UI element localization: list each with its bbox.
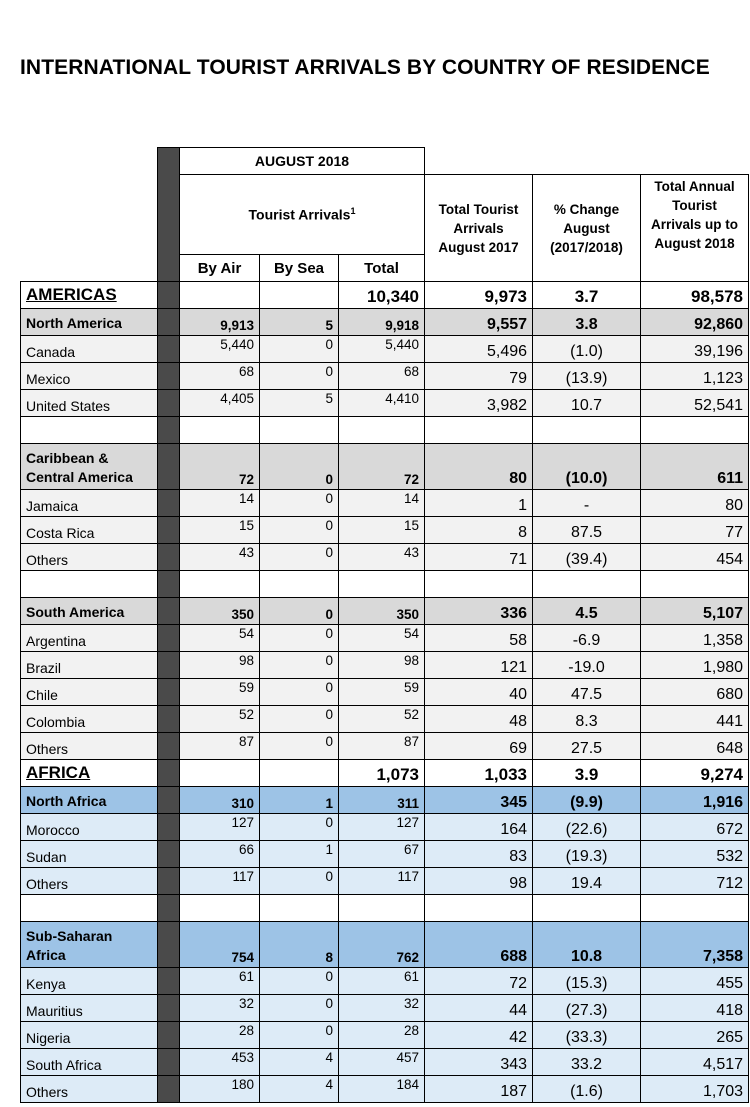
cell-annual: 672 [641, 814, 749, 841]
cell-by-sea: 0 [260, 868, 339, 895]
cell-by-sea: 1 [260, 841, 339, 868]
dark-spacer [158, 968, 180, 995]
header-row-arrivals [21, 175, 749, 255]
dark-spacer [158, 1022, 180, 1049]
table-row [21, 652, 749, 679]
row-label: Costa Rica [21, 517, 158, 544]
table-row [21, 679, 749, 706]
dark-spacer [158, 309, 180, 336]
cell-by-air: 66 [180, 841, 260, 868]
cell-pct-change: (1.6) [533, 1076, 641, 1103]
cell-by-air: 310 [180, 787, 260, 814]
cell-total: 98 [339, 652, 425, 679]
cell-by-air: 127 [180, 814, 260, 841]
header-blank [21, 175, 158, 255]
cell-total: 61 [339, 968, 425, 995]
dark-spacer [158, 336, 180, 363]
cell-by-sea [260, 760, 339, 787]
cell-by-air [180, 417, 260, 444]
cell-total: 350 [339, 598, 425, 625]
dark-spacer [158, 148, 180, 282]
cell-annual: 9,274 [641, 760, 749, 787]
cell-total-2017 [425, 895, 533, 922]
dark-spacer [158, 922, 180, 968]
table-row [21, 1076, 749, 1103]
cell-by-sea: 4 [260, 1076, 339, 1103]
cell-by-air: 5,440 [180, 336, 260, 363]
header-annual: Total Annual Tourist Arrivals up to August 2018 [641, 175, 749, 282]
cell-annual: 648 [641, 733, 749, 760]
row-label: United States [21, 390, 158, 417]
cell-by-air: 350 [180, 598, 260, 625]
cell-total: 52 [339, 706, 425, 733]
dark-spacer [158, 995, 180, 1022]
cell-total [339, 571, 425, 598]
cell-pct-change: 4.5 [533, 598, 641, 625]
cell-by-air: 54 [180, 625, 260, 652]
table-body [21, 148, 749, 1103]
cell-by-air: 14 [180, 490, 260, 517]
cell-by-sea: 8 [260, 922, 339, 968]
cell-annual: 455 [641, 968, 749, 995]
cell-by-air: 4,405 [180, 390, 260, 417]
cell-pct-change: 3.9 [533, 760, 641, 787]
cell-by-air: 59 [180, 679, 260, 706]
dark-spacer [158, 417, 180, 444]
dark-spacer [158, 444, 180, 490]
cell-total-2017: 71 [425, 544, 533, 571]
cell-total-2017: 48 [425, 706, 533, 733]
cell-by-sea: 0 [260, 995, 339, 1022]
cell-by-air: 754 [180, 922, 260, 968]
row-label: Kenya [21, 968, 158, 995]
cell-by-air: 15 [180, 517, 260, 544]
cell-annual: 92,860 [641, 309, 749, 336]
table-row [21, 706, 749, 733]
row-label: Chile [21, 679, 158, 706]
table-row [21, 995, 749, 1022]
header-blank [21, 255, 158, 282]
subtotal-row [21, 787, 749, 814]
cell-annual [641, 571, 749, 598]
cell-total: 127 [339, 814, 425, 841]
cell-by-sea: 0 [260, 1022, 339, 1049]
dark-spacer [158, 390, 180, 417]
cell-total-2017: 44 [425, 995, 533, 1022]
cell-by-sea: 5 [260, 309, 339, 336]
dark-spacer [158, 652, 180, 679]
row-label: Colombia [21, 706, 158, 733]
cell-pct-change: 10.8 [533, 922, 641, 968]
cell-by-sea [260, 895, 339, 922]
dark-spacer [158, 760, 180, 787]
row-label [21, 417, 158, 444]
cell-by-sea: 0 [260, 706, 339, 733]
cell-total-2017 [425, 571, 533, 598]
cell-total: 10,340 [339, 282, 425, 309]
cell-total: 87 [339, 733, 425, 760]
cell-annual: 418 [641, 995, 749, 1022]
cell-by-air: 43 [180, 544, 260, 571]
header-tourist-arrivals-label: Tourist Arrivals [248, 206, 351, 223]
row-label: Mauritius [21, 995, 158, 1022]
row-label: Brazil [21, 652, 158, 679]
cell-total: 311 [339, 787, 425, 814]
cell-by-sea: 5 [260, 390, 339, 417]
dark-spacer [158, 490, 180, 517]
cell-pct-change [533, 417, 641, 444]
cell-total-2017: 8 [425, 517, 533, 544]
subtotal-row [21, 309, 749, 336]
row-label: South America [21, 598, 158, 625]
cell-total-2017: 69 [425, 733, 533, 760]
cell-annual: 1,123 [641, 363, 749, 390]
cell-total: 5,440 [339, 336, 425, 363]
cell-annual: 77 [641, 517, 749, 544]
cell-by-air: 453 [180, 1049, 260, 1076]
cell-annual: 441 [641, 706, 749, 733]
cell-by-sea [260, 571, 339, 598]
cell-total: 184 [339, 1076, 425, 1103]
cell-pct-change: (10.0) [533, 444, 641, 490]
cell-by-sea: 0 [260, 652, 339, 679]
cell-total-2017: 98 [425, 868, 533, 895]
cell-total: 14 [339, 490, 425, 517]
dark-spacer [158, 787, 180, 814]
cell-annual: 1,980 [641, 652, 749, 679]
cell-pct-change: 33.2 [533, 1049, 641, 1076]
cell-total [339, 417, 425, 444]
cell-total: 117 [339, 868, 425, 895]
cell-by-air: 98 [180, 652, 260, 679]
cell-total: 68 [339, 363, 425, 390]
table-row [21, 841, 749, 868]
cell-annual: 454 [641, 544, 749, 571]
cell-total-2017: 1 [425, 490, 533, 517]
cell-annual: 80 [641, 490, 749, 517]
cell-total-2017: 164 [425, 814, 533, 841]
cell-by-air: 68 [180, 363, 260, 390]
table-row [21, 968, 749, 995]
row-label: Argentina [21, 625, 158, 652]
row-label [21, 571, 158, 598]
cell-total-2017: 72 [425, 968, 533, 995]
subtotal-row [21, 922, 749, 968]
cell-pct-change: - [533, 490, 641, 517]
dark-spacer [158, 1076, 180, 1103]
row-label: South Africa [21, 1049, 158, 1076]
cell-pct-change: 3.8 [533, 309, 641, 336]
header-by-sea: By Sea [260, 255, 339, 282]
cell-by-sea [260, 417, 339, 444]
cell-by-sea: 4 [260, 1049, 339, 1076]
cell-annual: 1,358 [641, 625, 749, 652]
cell-by-air: 61 [180, 968, 260, 995]
row-label: Others [21, 733, 158, 760]
cell-by-sea: 0 [260, 517, 339, 544]
cell-annual: 98,578 [641, 282, 749, 309]
table-row [21, 517, 749, 544]
header-row-period [21, 148, 749, 175]
cell-annual: 7,358 [641, 922, 749, 968]
header-blank [425, 148, 749, 175]
row-label: Mexico [21, 363, 158, 390]
dark-spacer [158, 571, 180, 598]
cell-pct-change: -19.0 [533, 652, 641, 679]
row-label: Others [21, 868, 158, 895]
footnote-mark: 1 [350, 206, 356, 217]
cell-total-2017: 58 [425, 625, 533, 652]
cell-by-air: 72 [180, 444, 260, 490]
cell-total: 54 [339, 625, 425, 652]
table-row [21, 868, 749, 895]
dark-spacer [158, 868, 180, 895]
spacer-row [21, 571, 749, 598]
table-row [21, 544, 749, 571]
cell-total-2017: 40 [425, 679, 533, 706]
cell-pct-change: 27.5 [533, 733, 641, 760]
dark-spacer [158, 679, 180, 706]
row-label: North America [21, 309, 158, 336]
cell-pct-change: (22.6) [533, 814, 641, 841]
cell-total-2017: 83 [425, 841, 533, 868]
cell-total [339, 895, 425, 922]
cell-by-air: 117 [180, 868, 260, 895]
cell-total: 43 [339, 544, 425, 571]
cell-annual: 52,541 [641, 390, 749, 417]
cell-pct-change: 19.4 [533, 868, 641, 895]
cell-annual: 611 [641, 444, 749, 490]
header-total: Total [339, 255, 425, 282]
header-blank [21, 148, 158, 175]
subtotal-row [21, 444, 749, 490]
dark-spacer [158, 733, 180, 760]
cell-pct-change: (19.3) [533, 841, 641, 868]
cell-pct-change: 87.5 [533, 517, 641, 544]
cell-total: 1,073 [339, 760, 425, 787]
header-period: AUGUST 2018 [180, 148, 425, 175]
row-label [21, 895, 158, 922]
dark-spacer [158, 282, 180, 309]
row-label: AMERICAS [21, 282, 158, 309]
cell-pct-change [533, 895, 641, 922]
cell-by-sea: 1 [260, 787, 339, 814]
cell-total-2017: 343 [425, 1049, 533, 1076]
row-label: Others [21, 544, 158, 571]
table-row [21, 363, 749, 390]
cell-by-sea [260, 282, 339, 309]
cell-annual: 265 [641, 1022, 749, 1049]
dark-spacer [158, 625, 180, 652]
cell-by-sea: 0 [260, 490, 339, 517]
cell-total: 457 [339, 1049, 425, 1076]
cell-total-2017: 345 [425, 787, 533, 814]
cell-total: 72 [339, 444, 425, 490]
table-row [21, 390, 749, 417]
cell-by-air: 52 [180, 706, 260, 733]
cell-by-sea: 0 [260, 679, 339, 706]
cell-by-sea: 0 [260, 544, 339, 571]
dark-spacer [158, 895, 180, 922]
cell-pct-change: (13.9) [533, 363, 641, 390]
cell-by-sea: 0 [260, 444, 339, 490]
cell-annual: 4,517 [641, 1049, 749, 1076]
cell-pct-change: 3.7 [533, 282, 641, 309]
dark-spacer [158, 1049, 180, 1076]
dark-spacer [158, 363, 180, 390]
row-label: Sub-Saharan Africa [21, 922, 158, 968]
arrivals-table [20, 147, 749, 1103]
cell-total: 67 [339, 841, 425, 868]
cell-annual [641, 417, 749, 444]
cell-total: 28 [339, 1022, 425, 1049]
section-row [21, 282, 749, 309]
cell-total-2017: 1,033 [425, 760, 533, 787]
cell-total-2017: 336 [425, 598, 533, 625]
cell-by-sea: 0 [260, 363, 339, 390]
cell-total-2017: 688 [425, 922, 533, 968]
spacer-row [21, 895, 749, 922]
cell-by-air: 9,913 [180, 309, 260, 336]
cell-annual [641, 895, 749, 922]
table-row [21, 814, 749, 841]
cell-total-2017: 121 [425, 652, 533, 679]
table-row [21, 733, 749, 760]
cell-pct-change: (9.9) [533, 787, 641, 814]
cell-total: 762 [339, 922, 425, 968]
cell-pct-change: (33.3) [533, 1022, 641, 1049]
cell-pct-change: -6.9 [533, 625, 641, 652]
cell-by-sea: 0 [260, 336, 339, 363]
cell-annual: 680 [641, 679, 749, 706]
cell-pct-change: (1.0) [533, 336, 641, 363]
cell-pct-change: (27.3) [533, 995, 641, 1022]
cell-annual: 1,916 [641, 787, 749, 814]
cell-total-2017: 42 [425, 1022, 533, 1049]
cell-total: 32 [339, 995, 425, 1022]
row-label: Canada [21, 336, 158, 363]
cell-total: 4,410 [339, 390, 425, 417]
cell-pct-change: (15.3) [533, 968, 641, 995]
row-label: Jamaica [21, 490, 158, 517]
header-total-2017: Total Tourist Arrivals August 2017 [425, 175, 533, 282]
table-row [21, 1022, 749, 1049]
cell-by-air [180, 760, 260, 787]
table-row [21, 336, 749, 363]
dark-spacer [158, 706, 180, 733]
cell-total-2017: 5,496 [425, 336, 533, 363]
cell-annual: 532 [641, 841, 749, 868]
subtotal-row [21, 598, 749, 625]
cell-total: 15 [339, 517, 425, 544]
cell-total-2017: 79 [425, 363, 533, 390]
section-row [21, 760, 749, 787]
cell-total-2017: 3,982 [425, 390, 533, 417]
cell-pct-change: (39.4) [533, 544, 641, 571]
cell-annual: 5,107 [641, 598, 749, 625]
cell-total-2017: 9,557 [425, 309, 533, 336]
cell-total: 9,918 [339, 309, 425, 336]
cell-pct-change: 10.7 [533, 390, 641, 417]
dark-spacer [158, 517, 180, 544]
dark-spacer [158, 841, 180, 868]
row-label: Caribbean & Central America [21, 444, 158, 490]
cell-by-sea: 0 [260, 625, 339, 652]
cell-annual: 39,196 [641, 336, 749, 363]
spacer-row [21, 417, 749, 444]
page-title: INTERNATIONAL TOURIST ARRIVALS BY COUNTRY OF RESIDENCE [20, 56, 710, 79]
table-row [21, 625, 749, 652]
row-label: North Africa [21, 787, 158, 814]
cell-by-sea: 0 [260, 733, 339, 760]
cell-by-air [180, 282, 260, 309]
cell-by-sea: 0 [260, 814, 339, 841]
cell-total: 59 [339, 679, 425, 706]
cell-pct-change [533, 571, 641, 598]
row-label: Morocco [21, 814, 158, 841]
row-label: AFRICA [21, 760, 158, 787]
header-pct-change: % Change August (2017/2018) [533, 175, 641, 282]
cell-total-2017: 80 [425, 444, 533, 490]
cell-total-2017 [425, 417, 533, 444]
cell-by-sea: 0 [260, 968, 339, 995]
cell-by-sea: 0 [260, 598, 339, 625]
header-tourist-arrivals [180, 175, 425, 255]
row-label: Sudan [21, 841, 158, 868]
cell-total-2017: 9,973 [425, 282, 533, 309]
row-label: Nigeria [21, 1022, 158, 1049]
row-label: Others [21, 1076, 158, 1103]
cell-by-air: 180 [180, 1076, 260, 1103]
cell-annual: 712 [641, 868, 749, 895]
dark-spacer [158, 598, 180, 625]
cell-by-air [180, 571, 260, 598]
cell-total-2017: 187 [425, 1076, 533, 1103]
cell-by-air: 32 [180, 995, 260, 1022]
cell-pct-change: 8.3 [533, 706, 641, 733]
cell-by-air: 28 [180, 1022, 260, 1049]
dark-spacer [158, 814, 180, 841]
cell-annual: 1,703 [641, 1076, 749, 1103]
header-by-air: By Air [180, 255, 260, 282]
cell-by-air [180, 895, 260, 922]
dark-spacer [158, 544, 180, 571]
table-row [21, 490, 749, 517]
cell-by-air: 87 [180, 733, 260, 760]
table-row [21, 1049, 749, 1076]
cell-pct-change: 47.5 [533, 679, 641, 706]
